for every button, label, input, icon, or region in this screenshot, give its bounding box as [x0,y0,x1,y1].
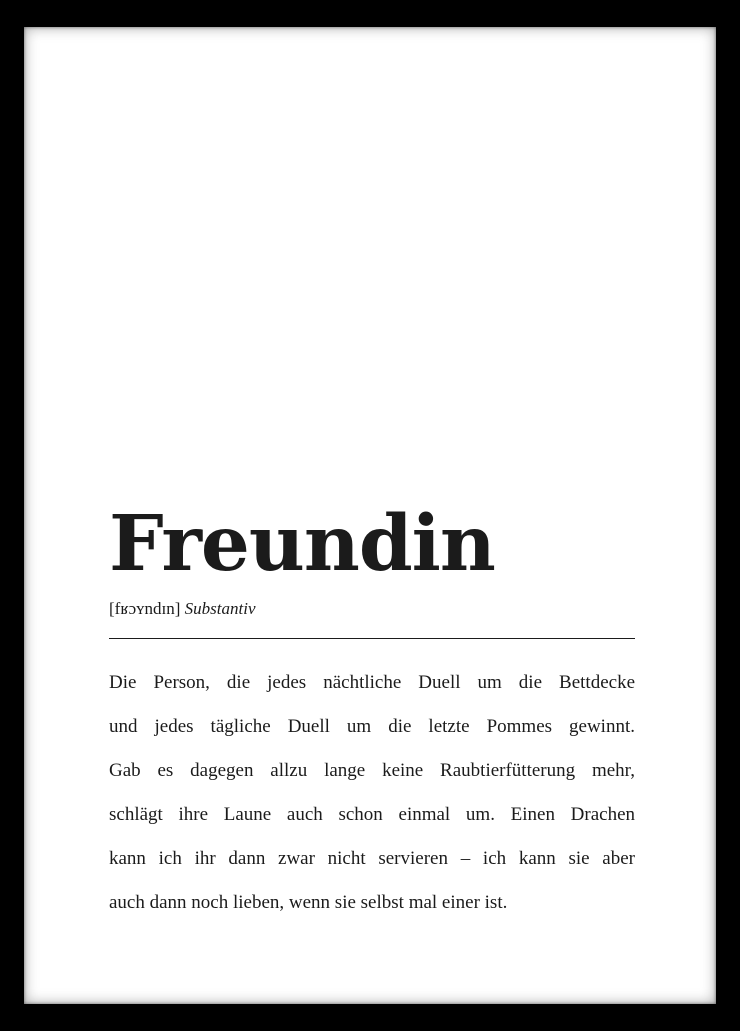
definition-line: Gab es dagegen allzu lange keine Raubtierfütterung mehr, [109,760,635,781]
definition-line: auch dann noch lieben, wenn sie selbst mal einer ist. [109,892,508,913]
definition-line: Die Person, die jedes nächtliche Duell um die Bettdecke [109,672,635,693]
entry-pronunciation: [fʁɔʏndɪn] [109,599,181,618]
entry-part-of-speech: Substantiv [184,599,256,618]
definition-line: kann ich ihr dann zwar nicht servieren – ich kann sie aber [109,848,635,869]
entry-word: Freundin [109,499,495,589]
entry-pronunciation-line [109,598,635,620]
divider-line [109,638,635,639]
entry-definition [109,661,635,925]
definition-line: schlägt ihre Laune auch schon einmal um. Einen Drachen [109,804,635,825]
dictionary-entry [109,500,635,925]
definition-line: und jedes tägliche Duell um die letzte Pommes gewinnt. [109,716,635,737]
